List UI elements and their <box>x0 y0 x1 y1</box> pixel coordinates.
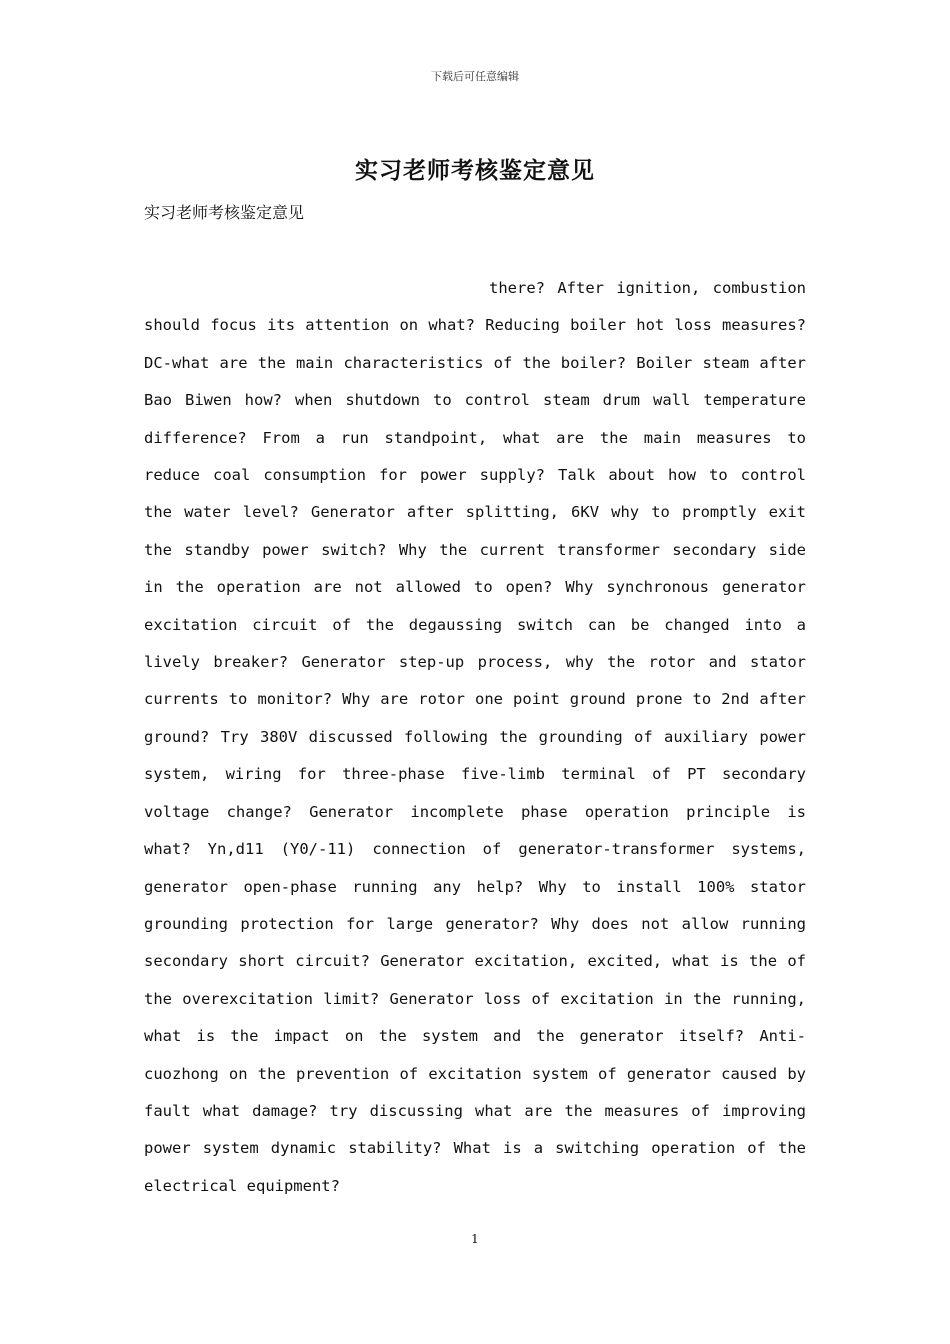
document-subtitle: 实习老师考核鉴定意见 <box>144 203 305 222</box>
header-note: 下载后可任意编辑 <box>431 70 519 83</box>
document-title: 实习老师考核鉴定意见 <box>355 157 595 184</box>
body-paragraph: there? After ignition, combustion should focus its attention on what? Reducing boiler hot loss measures? DC-what are the main characteristics of the boiler? Boiler steam after Bao Biwen how? when shutdown to control steam drum wall temperature difference? From a run standpoint, what are the main measures to reduce coal consumption for power supply? Talk about how to control the water level? Generator after splitting, 6KV why to promptly exit the standby power switch? Why the current transformer secondary side in the operation are not allowed to open? Why synchronous generator excitation circuit of the degaussing switch can be changed into a lively breaker? Generator step-up process, why the rotor and stator currents to monitor? Why are rotor one point ground prone to 2nd after ground? Try 380V discussed following the grounding of auxiliary power system, wiring for three-phase five-limb terminal of PT secondary voltage change? Generator incomplete phase operation principle is what? Yn,d11 (Y0/-11) connection of generator-transformer systems, generator open-phase running any help? Why to install 100% stator grounding protection for large generator? Why does not allow running secondary short circuit? Generator excitation, excited, what is the of the overexcitation limit? Generator loss of excitation in the running, what is the impact on the system and the generator itself? Anti-cuozhong on the prevention of excitation system of generator caused by fault what damage? try discussing what are the measures of improving power system dynamic stability? What is a switching operation of the electrical equipment? <box>144 279 806 1195</box>
page-number: 1 <box>471 1232 479 1246</box>
